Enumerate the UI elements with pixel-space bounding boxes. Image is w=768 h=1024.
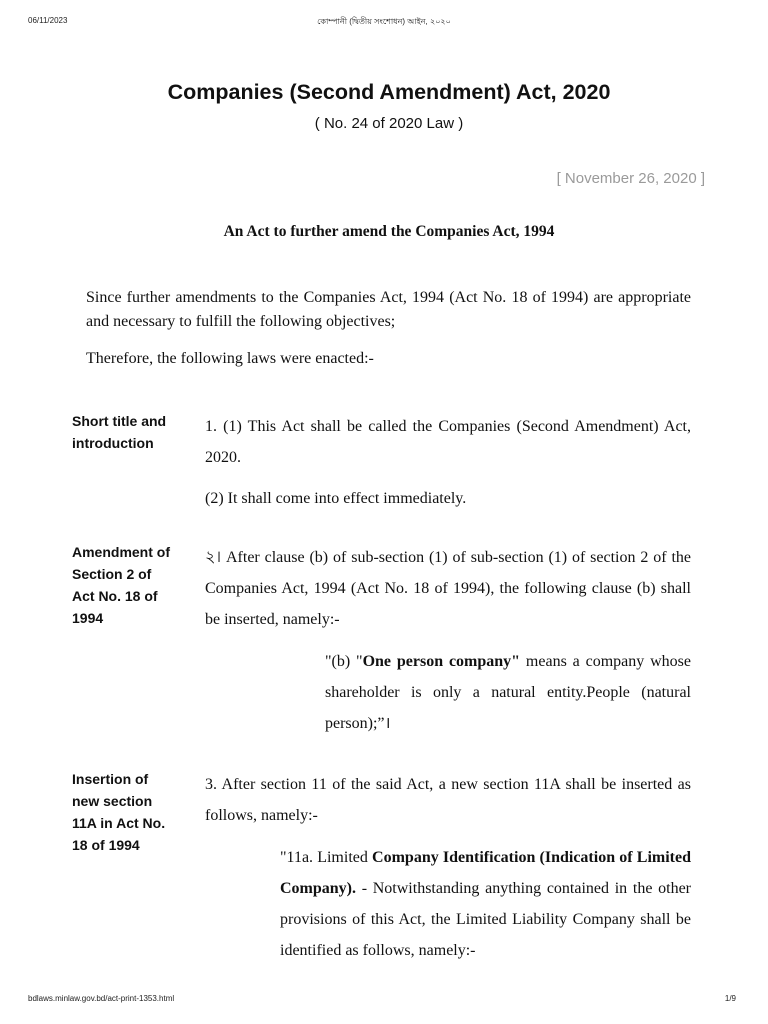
- section-2-quote-prefix: "(b) ": [325, 653, 363, 670]
- section-3-quote: [280, 842, 691, 966]
- side-note-section-2: Amendment of Section 2 of Act No. 18 of 1994: [72, 544, 170, 626]
- section-1-clause-1: 1. (1) This Act shall be called the Companies (Second Amendment) Act, 2020.: [205, 418, 691, 466]
- section-2-defined-term: One person company": [362, 653, 521, 670]
- section-1-clause-2: (2) It shall come into effect immediately.: [205, 490, 467, 507]
- act-date: [ November 26, 2020 ]: [556, 170, 705, 187]
- print-header-date: 06/11/2023: [28, 16, 68, 25]
- side-note-section-1: Short title and introduction: [72, 413, 167, 451]
- preamble: Since further amendments to the Companies Act, 1994 (Act No. 18 of 1994) are appropriate and necessary to fulfill the following objectives;: [86, 289, 691, 330]
- act-number: ( No. 24 of 2020 Law ): [314, 115, 464, 132]
- enacting-clause: Therefore, the following laws were enacted:-: [86, 350, 374, 367]
- section-3-text: 3. After section 11 of the said Act, a new section 11A shall be inserted as follows, namely:-: [205, 776, 691, 824]
- section-2-text: ২। After clause (b) of sub-section (1) of sub-section (1) of section 2 of the Companies Act, 1994 (Act No. 18 of 1994), the following clause (b) shall be inserted, namely:-: [205, 549, 691, 628]
- side-note-section-3: Insertion of new section 11A in Act No. 18 of 1994: [72, 771, 166, 853]
- section-3-quote-prefix: "11a. Limited: [280, 849, 373, 866]
- section-2-quote: [325, 646, 691, 739]
- print-footer-page-number: 1/9: [724, 994, 736, 1003]
- print-header-title: কোম্পানী (দ্বিতীয় সংশোধন) আইন, ২০২০: [317, 17, 451, 26]
- act-title: Companies (Second Amendment) Act, 2020: [167, 80, 611, 104]
- section-3-quote-suffix: - Notwithstanding anything contained in the other provisions of this Act, the Limited Liability Company shall be identified as follows, namely:-: [280, 880, 691, 959]
- act-heading: An Act to further amend the Companies Act, 1994: [223, 223, 555, 240]
- cut-off-text-fragment: [324, 982, 404, 986]
- section-2-quote-suffix: means a company whose shareholder is only a natural entity.People (natural person);”।: [325, 653, 692, 732]
- section-3-defined-term: Company Identification (Indication of Limited Company).: [280, 849, 691, 897]
- print-footer-url: bdlaws.minlaw.gov.bd/act-print-1353.html: [28, 994, 175, 1003]
